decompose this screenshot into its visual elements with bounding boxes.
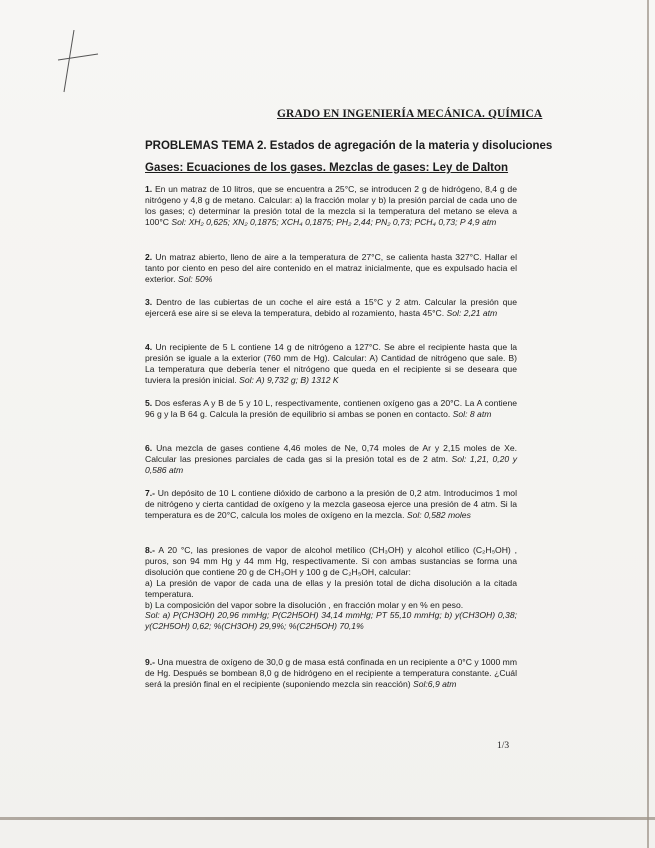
- problem-solution: Sol:6,9 atm: [413, 678, 457, 689]
- problem-3: [145, 297, 517, 319]
- problem-text: Una mezcla de gases contiene 4,46 moles de Ne, 0,74 moles de Ar y 2,15 moles de Xe. Calcular las presiones parciales de cada gas si la presión total es de 2 atm.: [145, 443, 517, 464]
- problem-number: 9.-: [145, 657, 156, 667]
- problem-5: [145, 398, 517, 420]
- problem-solution: Sol: 1,21, 0,20 y 0,586 atm: [145, 453, 518, 475]
- problem-4: [145, 342, 517, 386]
- problem-solution: Sol: A) 9,732 g; B) 1312 K: [239, 374, 339, 385]
- problem-9: [145, 657, 517, 690]
- problem-text: Dentro de las cubiertas de un coche el aire está a 15°C y 2 atm. Calcular la presión que ejercerá ese aire si se eleva la temperatura, debido al rozamiento, hasta 45°C.: [145, 297, 517, 318]
- problem-number: 5.: [145, 398, 153, 408]
- problem-solution: Sol: 8 atm: [452, 408, 492, 419]
- problem-number: 8.-: [145, 545, 156, 555]
- problem-text: Un depósito de 10 L contiene dióxido de carbono a la presión de 0,2 atm. Introducimos 1 mol de nitrógeno y cierta cantidad de oxígeno y la mezcla gaseosa ejerce una presión de 4 atm. Si la temperatura es de 20°C, calcula los moles de oxígeno en la mezcla.: [145, 488, 517, 520]
- problem-part-a: a) La presión de vapor de cada una de ellas y la presión total de dicha disolución a la citada temperatura.: [145, 577, 517, 599]
- problem-part-b: b) La composición del vapor sobre la disolución , en fracción molar y en % en peso.: [145, 599, 464, 610]
- problem-text: En un matraz de 10 litros, que se encuentra a 25°C, se introducen 2 g de hidrógeno, 8,4 g de nitrógeno y 4,8 g de metano. Calcular: a) la fracción molar y b) la presión parcial de cada uno de los gases; c) determinar la presión total de la mezcla si la temperatura del metano se eleva a 100°C: [145, 184, 517, 227]
- problem-solution: Sol: XH₂ 0,625; XN₂ 0,1875; XCH₄ 0,1875; PH₂ 2,44; PN₂ 0,73; PCH₄ 0,73; P 4,9 atm: [171, 216, 497, 227]
- problem-solution: Sol: a) P(CH3OH) 20,96 mmHg; P(C2H5OH) 34,14 mmHg; PT 55,10 mmHg; b) y(CH3OH) 0,38; y(C2H5OH) 0,62; %(CH3OH) 29,9%; %(C2H5OH) 70,1%: [145, 610, 517, 632]
- problem-number: 2.: [145, 252, 153, 262]
- degree-header: GRADO EN INGENIERÍA MECÁNICA. QUÍMICA: [277, 108, 543, 120]
- problem-1: [145, 184, 517, 228]
- page-edge-right: [647, 0, 649, 848]
- section-subtitle: Gases: Ecuaciones de los gases. Mezclas de gases: Ley de Dalton: [145, 162, 509, 174]
- problem-number: 3.: [145, 297, 153, 307]
- pen-mark-icon: [56, 30, 106, 100]
- problem-solution: Sol: 0,582 moles: [406, 509, 471, 520]
- problem-number: 4.: [145, 342, 153, 352]
- problem-number: 7.-: [145, 488, 156, 498]
- problem-solution: Sol: 50%: [177, 273, 213, 284]
- problem-number: 6.: [145, 443, 153, 453]
- problem-text: Un recipiente de 5 L contiene 14 g de nitrógeno a 127°C. Se abre el recipiente hasta que la presión se iguale a la exterior (760 mm de Hg). Calcular: A) Cantidad de nitrógeno que sale. B) La temperatura que debería tener el nitrógeno que queda en el recipiente si se deseara que tuviera la presión inicial.: [145, 342, 518, 385]
- problem-text: Una muestra de oxígeno de 30,0 g de masa está confinada en un recipiente a 0°C y 1000 mm de Hg. Después se bombean 8,0 g de hidrógeno en el recipiente a temperatura constante. ¿Cuál será la presión final en el recipiente (suponiendo mezcla sin reacción): [145, 657, 517, 689]
- page-edge-bottom: [0, 817, 655, 820]
- problem-text: Un matraz abierto, lleno de aire a la temperatura de 27°C, se calienta hasta 327°C. Hallar el tanto por ciento en peso del aire contenido en el matraz inicialmente, que es expulsado hacia el exterior.: [145, 252, 517, 284]
- problem-8: [145, 545, 517, 632]
- problem-text: A 20 °C, las presiones de vapor de alcohol metílico (CH₃OH) y alcohol etílico (C₂H₅OH) , puros, son 94 mm Hg y 44 mm Hg, respectivamente. Si con ambas sustancias se forma una disolución que contiene 20 g de CH₃OH y 100 g de C₂H₅OH, calcular:: [145, 545, 517, 577]
- problem-text: Dos esferas A y B de 5 y 10 L, respectivamente, contienen oxígeno gas a 20°C. La A contiene 96 g y la B 64 g. Calcula la presión de equilibrio si ambas se ponen en contacto.: [145, 398, 518, 419]
- page-number: 1/3: [497, 741, 510, 751]
- problem-7: [145, 488, 517, 521]
- problem-solution: Sol: 2,21 atm: [446, 307, 498, 318]
- problem-6: [145, 443, 517, 476]
- problem-number: 1.: [145, 184, 153, 194]
- document-title: PROBLEMAS TEMA 2. Estados de agregación de la materia y disoluciones: [145, 140, 553, 152]
- problem-2: [145, 252, 517, 285]
